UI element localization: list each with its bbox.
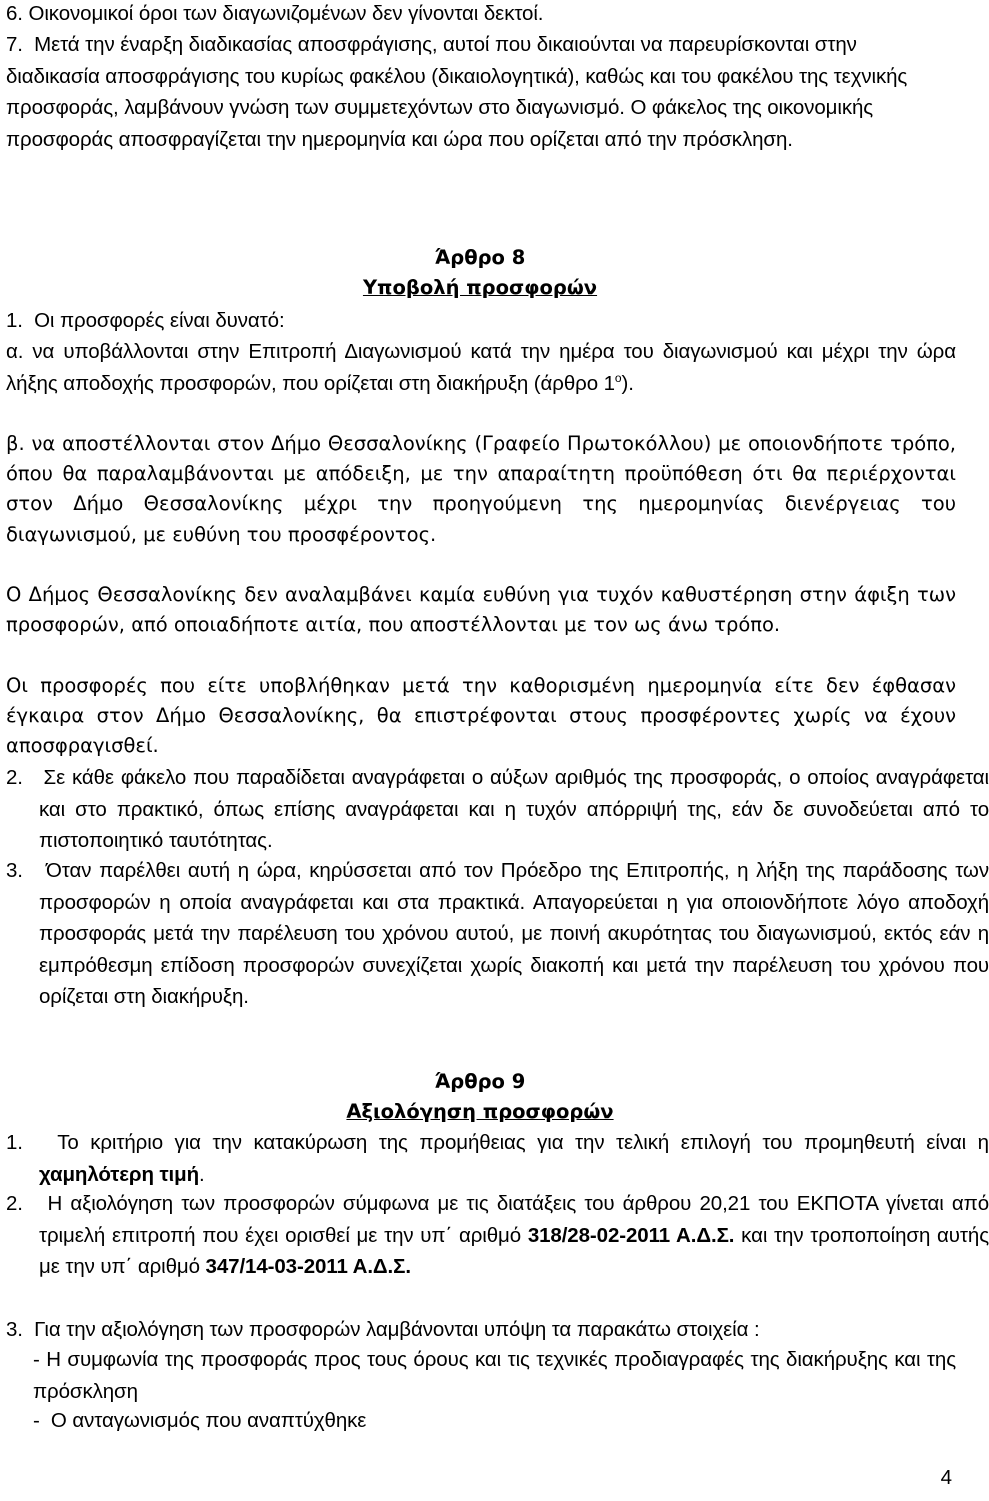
item-2-text-b: και την τροποποίηση αυτής με την υπ΄ αριθμό bbox=[39, 1223, 989, 1278]
paragraph-6: 6. Οικονομικοί όροι των διαγωνιζομένων δεν γίνονται δεκτοί. bbox=[6, 2, 544, 25]
article-8-item-3: 3. Όταν παρέλθει αυτή η ώρα, κηρύσσεται από τον Πρόεδρο της Επιτροπής, η λήξη της παράδοσης των προσφορών η οποία αναγράφεται και στα πρακτικά. Απαγορεύεται η για οποιονδήποτε λόγο αποδοχή προσφοράς μετά την παρέλευση του χρόνου αυτού, με ποινή ακυρότητας του διαγωνισμού, εκτός εάν η εμπρόθεσμη επίδοση προσφορών συνεχίζεται χωρίς διακοπή και μετά την παρέλευση του χρόνου που ορίζεται στη διακήρυξη. bbox=[6, 859, 989, 1008]
article-8-item-beta: β. να αποστέλλονται στον Δήμο Θεσσαλονίκης (Γραφείο Πρωτοκόλλου) με οποιονδήποτε τρόπο, όπου θα παραλαμβάνονται με απόδειξη, με την απαραίτητη προϋπόθεση ότι θα περιέρχονται στον Δήμο Θεσσαλονίκης μέχρι την προηγούμενη της ημερομηνίας διενέργειας του διαγωνισμού, με ευθύνη του προσφέροντος. bbox=[6, 432, 956, 546]
paragraph-7: 7. Μετά την έναρξη διαδικασίας αποσφράγισης, αυτοί που δικαιούνται να παρευρίσκονται στην διαδικασία αποσφράγισης του κυρίως φακέλου (δικαιολογητικά), καθώς και του φακέλου της τεχνικής προσφοράς, λαμβάνουν γνώση των συμμετεχόντων στο διαγωνισμό. Ο φάκελος της οικονομικής προσφοράς αποσφραγίζεται την ημερομηνία και ώρα που ορίζεται από την πρόσκληση. bbox=[6, 33, 908, 151]
article-9-item-3: 3. Για την αξιολόγηση των προσφορών λαμβάνονται υπόψη τα παρακάτω στοιχεία : bbox=[6, 1318, 760, 1341]
article-8-item-1-intro: 1. Οι προσφορές είναι δυνατό: bbox=[6, 309, 285, 332]
page-number: 4 bbox=[940, 1466, 952, 1489]
article-9-dash-2: - Ο ανταγωνισμός που αναπτύχθηκε bbox=[33, 1409, 367, 1432]
article-8-item-2: 2. Σε κάθε φάκελο που παραδίδεται αναγράφεται ο αύξων αριθμός της προσφοράς, ο οποίος αναγράφεται και στο πρακτικό, όπως επίσης αναγράφεται και η τυχόν απόρριψή της, εάν δε συνοδεύεται από το πιστοποιητικό ταυτότητας. bbox=[6, 766, 989, 852]
article-9-item-1 bbox=[6, 1127, 989, 1190]
item-1-text: 1. Το κριτήριο για την κατακύρωση της προμήθειας για την τελική επιλογή του προμηθευτή είναι η bbox=[6, 1131, 989, 1154]
article-9-title: Άρθρο 9 bbox=[434, 1070, 526, 1093]
article-9-dash-1: - Η συμφωνία της προσφοράς προς τους όρους και τις τεχνικές προδιαγραφές της διακήρυξης και της πρόσκληση bbox=[33, 1348, 956, 1403]
alpha-text: α. να υποβάλλονται στην Επιτροπή Διαγωνισμού κατά την ημέρα του διαγωνισμού και μέχρι την ώρα λήξης αποδοχής προσφορών, που ορίζεται στη διακήρυξη (άρθρο 1 bbox=[6, 340, 956, 395]
article-8-responsibility-paragraph: Ο Δήμος Θεσσαλονίκης δεν αναλαμβάνει καμία ευθύνη για τυχόν καθυστέρηση στην άφιξη των προσφορών, από οποιαδήποτε αιτία, που αποστέλλονται με τον ως άνω τρόπο. bbox=[6, 583, 956, 637]
alpha-superscript: ο bbox=[614, 370, 622, 385]
lowest-price-emphasis: χαμηλότερη τιμή bbox=[39, 1162, 200, 1186]
article-8-title: Άρθρο 8 bbox=[434, 246, 526, 269]
item-1-end: . bbox=[199, 1162, 205, 1186]
article-9-subtitle bbox=[0, 1097, 960, 1127]
article-8-returned-paragraph: Οι προσφορές που είτε υποβλήθηκαν μετά την καθορισμένη ημερομηνία είτε δεν έφθασαν έγκαιρα στον Δήμο Θεσσαλονίκης, θα επιστρέφονται στους προσφέροντες χωρίς να έχουν αποσφραγισθεί. bbox=[6, 674, 956, 758]
decision-ref-1: 318/28-02-2011 Α.Δ.Σ. bbox=[527, 1223, 735, 1247]
article-8-subtitle bbox=[0, 273, 960, 303]
article-9-subtitle-text: Αξιολόγηση προσφορών bbox=[346, 1100, 614, 1123]
alpha-end: ). bbox=[621, 371, 634, 395]
decision-ref-2: 347/14-03-2011 Α.Δ.Σ. bbox=[205, 1255, 411, 1278]
item-2-text-a: 2. Η αξιολόγηση των προσφορών σύμφωνα με τις διατάξεις του άρθρου 20,21 του ΕΚΠΟΤΑ γίνεται από τριμελή επιτροπή που έχει ορισθεί με την υπ΄ αριθμό bbox=[6, 1192, 989, 1247]
article-8-subtitle-text: Υποβολή προσφορών bbox=[362, 276, 598, 299]
article-8-item-alpha bbox=[6, 336, 956, 399]
article-9-item-2 bbox=[6, 1188, 989, 1283]
